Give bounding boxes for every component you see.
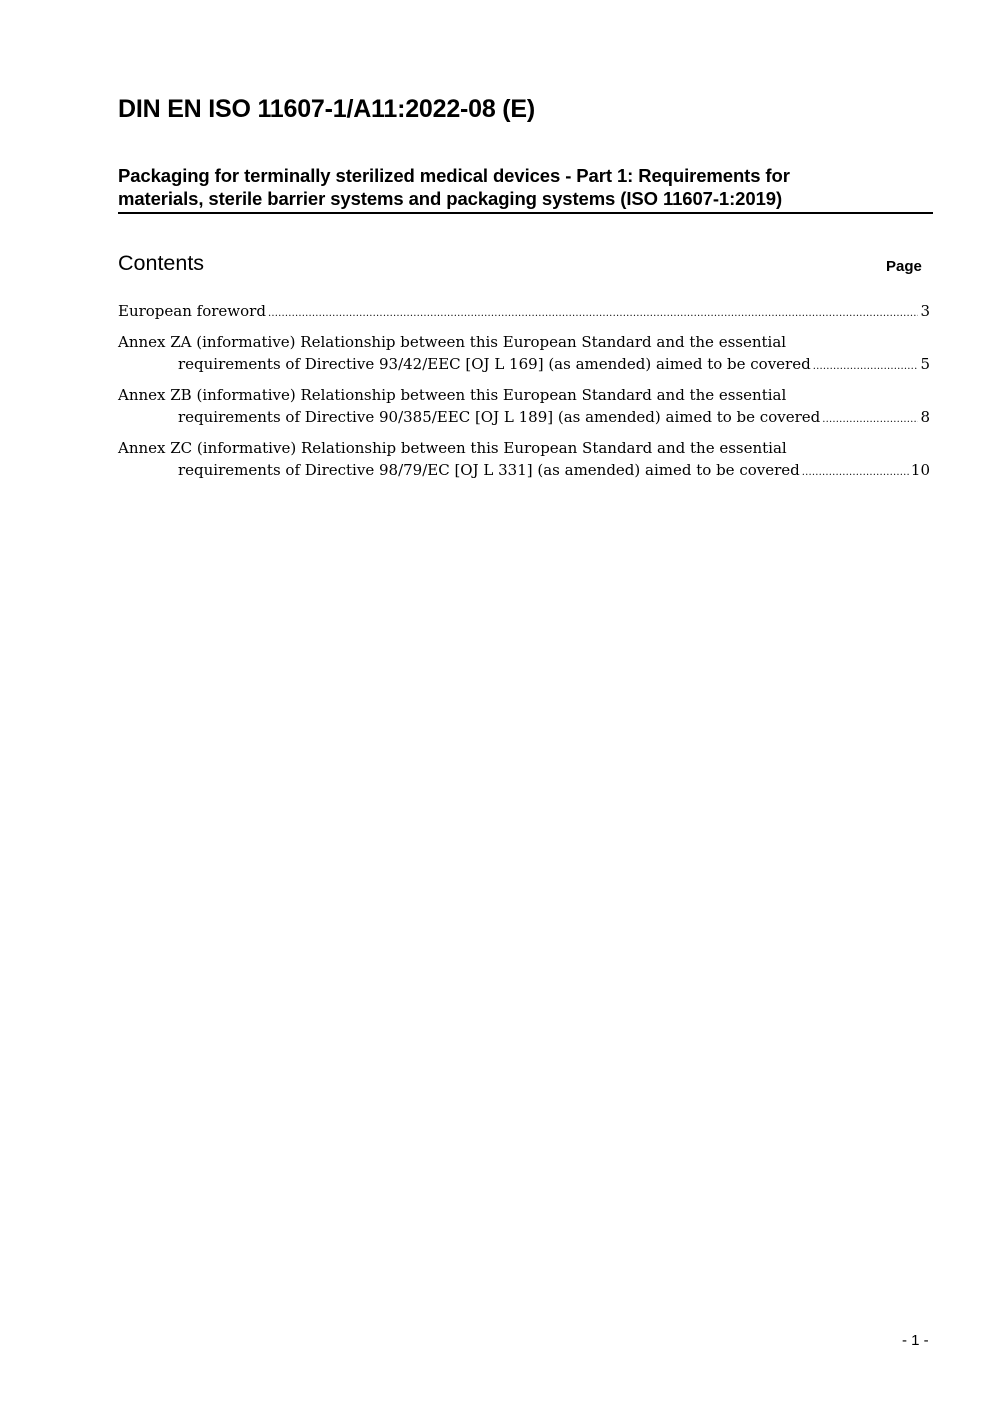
toc-entry-annex-zb[interactable] [118, 384, 930, 428]
subtitle-line: materials, sterile barrier systems and packaging systems (ISO 11607-1:2019) [118, 188, 783, 209]
page-column-label: Page [886, 258, 922, 275]
toc-entry-page[interactable]: 5 [920, 355, 930, 373]
contents-heading: Contents [118, 251, 205, 275]
document-subtitle [118, 164, 933, 214]
toc-entry-title-continued[interactable]: requirements of Directive 90/385/EEC [OJ L 189] (as amended) aimed to be covered [178, 408, 821, 426]
document-id-title: DIN EN ISO 11607-1/A11:2022-08 (E) [118, 95, 536, 123]
toc-entry-title-continued[interactable]: requirements of Directive 93/42/EEC [OJ L 169] (as amended) aimed to be covered [178, 355, 811, 373]
subtitle-line: Packaging for terminally sterilized medical devices - Part 1: Requirements for [118, 165, 790, 186]
toc-entry-title[interactable]: Annex ZB (informative) Relationship between this European Standard and the essential [118, 386, 787, 404]
toc-entry-page[interactable]: 3 [920, 302, 930, 320]
toc-leader-dots [802, 459, 909, 484]
toc-leader-dots [822, 406, 918, 431]
toc-entry-european-foreword[interactable] [118, 300, 930, 322]
toc-entry-page[interactable]: 10 [910, 461, 930, 479]
toc-entry-page[interactable]: 8 [920, 408, 930, 426]
toc-entry-title[interactable]: Annex ZC (informative) Relationship between this European Standard and the essential [118, 439, 787, 457]
table-of-contents [118, 300, 930, 490]
toc-entry-annex-za[interactable] [118, 331, 930, 375]
toc-entry-annex-zc[interactable] [118, 437, 930, 481]
toc-entry-title[interactable]: European foreword [118, 302, 266, 320]
toc-entry-title[interactable]: Annex ZA (informative) Relationship between this European Standard and the essential [118, 333, 787, 351]
footer-page-number: - 1 - [902, 1332, 929, 1349]
toc-entry-title-continued[interactable]: requirements of Directive 98/79/EC [OJ L 331] (as amended) aimed to be covered [178, 461, 800, 479]
toc-leader-dots [813, 353, 919, 378]
toc-leader-dots [268, 300, 919, 325]
